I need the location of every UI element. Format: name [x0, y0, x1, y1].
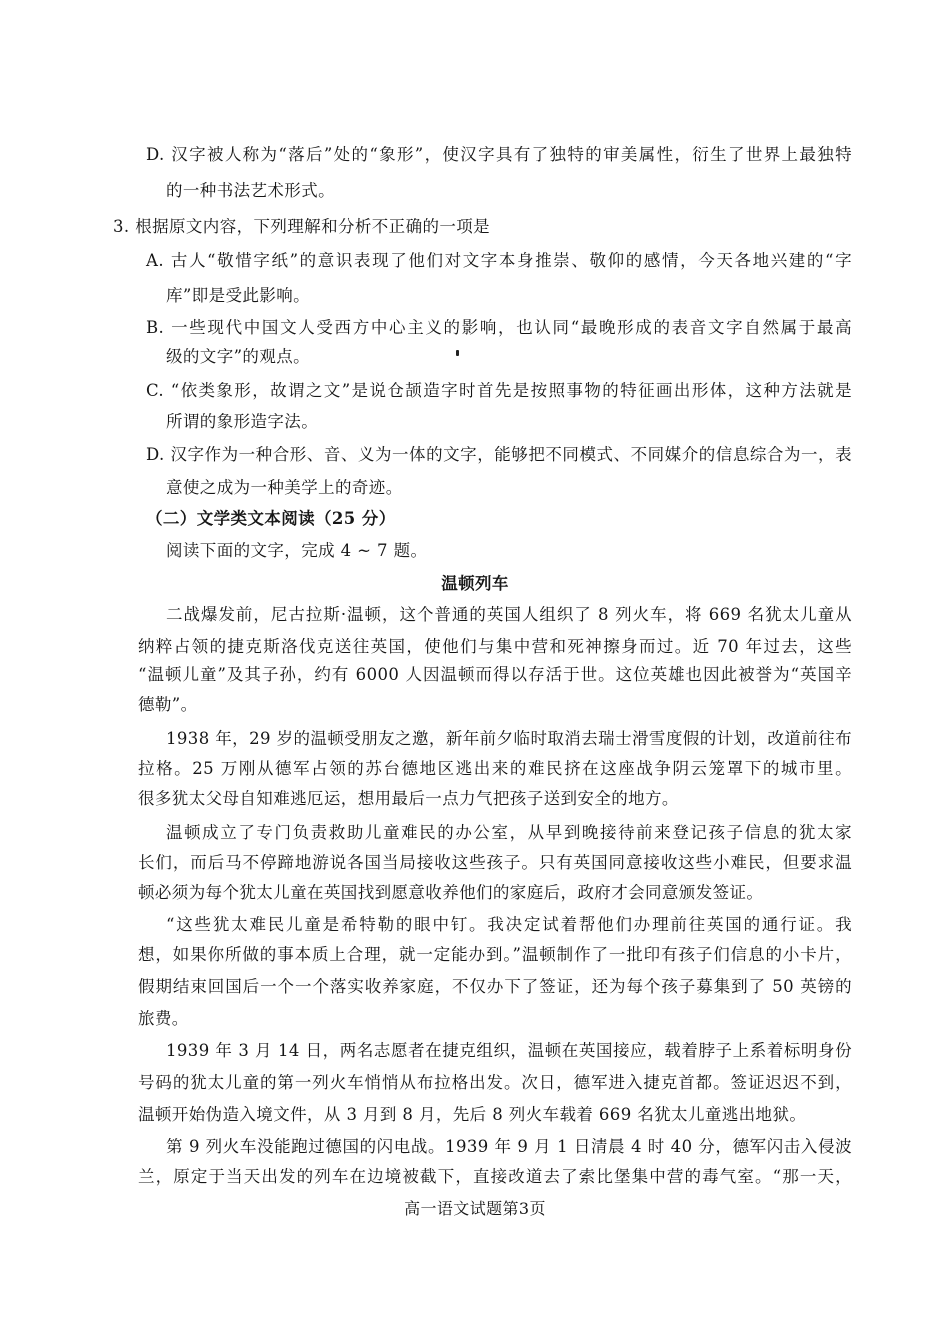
- q3-option-a-line1: A. 古人“敬惜字纸”的意识表现了他们对文字本身推崇、敬仰的感情，今天各地兴建的“字: [146, 251, 852, 270]
- p5-line3: 温顿开始伪造入境文件，从 3 月到 8 月，先后 8 列火车载着 669 名犹太儿童逃出地狱。: [138, 1105, 807, 1124]
- p6-line2: 兰，原定于当天出发的列车在边境被截下，直接改道去了索比堡集中营的毒气室。“那一天，: [138, 1167, 852, 1186]
- p5-line2: 号码的犹太儿童的第一列火车悄悄从布拉格出发。次日，德军进入捷克首都。签证迟迟不到，: [138, 1073, 852, 1092]
- article-title: 温顿列车: [441, 574, 509, 593]
- p4-line4: 旅费。: [138, 1009, 189, 1028]
- section-heading: （二）文学类文本阅读（25 分）: [146, 509, 396, 528]
- q2-option-d-line2: 的一种书法艺术形式。: [166, 181, 335, 200]
- stray-ink-mark: [456, 350, 459, 356]
- p4-line1: “这些犹太难民儿童是希特勒的眼中钉。我决定试着帮他们办理前往英国的通行证。我: [166, 915, 852, 934]
- q3-stem: 3. 根据原文内容，下列理解和分析不正确的一项是: [113, 217, 491, 236]
- q3-option-c-line2: 所谓的象形造字法。: [166, 412, 319, 431]
- q3-option-d-line2: 意使之成为一种美学上的奇迹。: [166, 478, 403, 497]
- q3-option-d-line1: D. 汉字作为一种合形、音、义为一体的文字，能够把不同模式、不同媒介的信息综合为一，表: [146, 445, 852, 464]
- p4-line2: 想，如果你所做的事本质上合理，就一定能办到。”温顿制作了一批印有孩子们信息的小卡片，: [138, 945, 852, 964]
- p3-line2: 长们，而后马不停蹄地游说各国当局接收这些孩子。只有英国同意接收这些小难民，但要求温: [138, 853, 852, 872]
- q3-option-c-line1: C. “依类象形，故谓之文”是说仓颉造字时首先是按照事物的特征画出形体，这种方法就是: [146, 381, 852, 400]
- p4-line3: 假期结束回国后一个一个落实收养家庭，不仅办下了签证，还为每个孩子募集到了 50 英镑的: [138, 977, 852, 996]
- p2-line2: 拉格。25 万刚从德军占领的苏台德地区逃出来的难民挤在这座战争阴云笼罩下的城市里。: [138, 759, 852, 778]
- q3-option-a-line2: 库”即是受此影响。: [166, 286, 311, 305]
- section-instruction: 阅读下面的文字，完成 4 ~ 7 题。: [166, 541, 428, 560]
- q3-option-b-line2: 级的文字”的观点。: [166, 347, 311, 366]
- p5-line1: 1939 年 3 月 14 日，两名志愿者在捷克组织，温顿在英国接应，载着脖子上系着标明身份: [166, 1041, 852, 1060]
- p2-line1: 1938 年，29 岁的温顿受朋友之邀，新年前夕临时取消去瑞士滑雪度假的计划，改道前往布: [166, 729, 852, 748]
- p1-line2: 纳粹占领的捷克斯洛伐克送往英国，使他们与集中营和死神擦身而过。近 70 年过去，这些: [138, 637, 852, 656]
- p1-line1: 二战爆发前，尼古拉斯·温顿，这个普通的英国人组织了 8 列火车，将 669 名犹太儿童从: [166, 605, 852, 624]
- p6-line1: 第 9 列火车没能跑过德国的闪电战。1939 年 9 月 1 日清晨 4 时 40 分，德军闪击入侵波: [166, 1137, 852, 1156]
- p1-line4: 德勒”。: [138, 695, 198, 714]
- page-footer: 高一语文试题第3页: [404, 1199, 546, 1218]
- p1-line3: “温顿儿童”及其子孙，约有 6000 人因温顿而得以存活于世。这位英雄也因此被誉为“英国辛: [138, 665, 852, 684]
- p3-line3: 顿必须为每个犹太儿童在英国找到愿意收养他们的家庭后，政府才会同意颁发签证。: [138, 883, 764, 902]
- q2-option-d-line1: D. 汉字被人称为“落后”处的“象形”，使汉字具有了独特的审美属性，衍生了世界上最独特: [146, 145, 852, 164]
- p2-line3: 很多犹太父母自知难逃厄运，想用最后一点力气把孩子送到安全的地方。: [138, 789, 679, 808]
- q3-option-b-line1: B. 一些现代中国文人受西方中心主义的影响，也认同“最晚形成的表音文字自然属于最高: [146, 318, 852, 337]
- p3-line1: 温顿成立了专门负责救助儿童难民的办公室，从早到晚接待前来登记孩子信息的犹太家: [166, 823, 852, 842]
